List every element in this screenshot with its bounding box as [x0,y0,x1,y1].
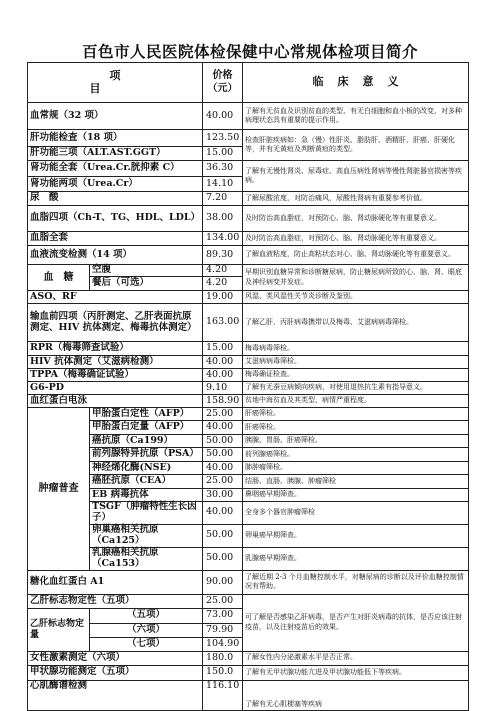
item-desc: 梅毒病毒筛检。 [243,342,469,356]
item-desc: 了解尿酸浓度，对防治痛风，尿酸性肾病有重要参考价值。 [243,192,469,206]
sub-item-name: 前列腺特异抗原（PSA） [90,448,203,462]
table-row [28,103,469,130]
item-price: 25.00 [203,594,243,608]
checkup-table [27,62,469,711]
item-desc: 了解近期 2-3 个月血糖控制水平，对糖尿病的诊断以及评价血糖控制情况有帮助。 [243,570,469,594]
item-name: 糖化血红蛋白 A1 [28,570,203,594]
item-desc: 梅毒确证检查。 [243,369,469,382]
table-row [28,448,469,462]
item-price: 25.00 [203,475,243,489]
table-row [28,524,469,547]
item-price: 4.20 [203,265,243,277]
item-price: 50.00 [203,524,243,547]
sub-item-name: 卵巢癌相关抗原（Ca125） [90,524,203,547]
item-desc: 可了解是否感染乙肝病毒，是否产生对肝炎病毒的抗体，是否应该注射疫苗，以及注射疫苗后的效果。 [243,594,469,651]
item-name: 血红蛋白电泳 [28,395,203,408]
item-name: 输血前四项（丙肝测定、乙肝表面抗原测定、HIV 抗体测定、梅毒抗体测定） [28,304,203,342]
item-name: ASO、RF [28,291,203,304]
item-name: 肝功能三项（ALT.AST.GGT） [28,147,203,161]
item-price: 36.30 [203,161,243,177]
item-name: 心肌酶谱检测 [28,680,203,710]
item-price: 50.00 [203,448,243,462]
table-row [28,192,469,206]
item-name: 血液流变检测（14 项） [28,246,203,265]
sub-item-name: 甲胎蛋白定性（AFP） [90,408,203,421]
item-price: 123.50 [203,130,243,147]
item-desc: 了解血液粘度，防止高粘状态对心、脑、肾动脉硬化等有重要意义。 [243,246,469,265]
item-price: 116.10 [203,680,243,710]
item-price: 30.00 [203,489,243,502]
table-row [28,651,469,665]
sub-item-name: 乳腺癌相关抗原（Ca153） [90,547,203,570]
item-desc: 鼻咽癌早期筛查。 [243,489,469,502]
item-price: 50.00 [203,547,243,570]
item-desc: 肝癌筛检。 [243,421,469,435]
table-row [28,395,469,408]
item-price: 40.00 [203,502,243,525]
item-price: 79.90 [203,623,243,637]
sub-item-name: 癌抗原（Ca199） [90,435,203,448]
item-desc: 及时防治高血脂症，对预防心、脑、肾动脉硬化等有重要意义。 [243,232,469,246]
item-name: 甲状腺功能测定（五项） [28,665,203,680]
item-desc: 风湿、类风湿性关节炎诊断及鉴别。 [243,291,469,304]
table-row [28,382,469,395]
item-price: 89.30 [203,246,243,265]
item-price: 40.00 [203,369,243,382]
item-name: 血常规（32 项） [28,103,203,130]
sub-item-name: EB 病毒抗体 [90,489,203,502]
item-desc: 了解有无贫血及识别贫血的类型、有无白细胞和血小板的改变，对多种病理状态具有重要的提示作用。 [243,103,469,130]
table-row [28,130,469,147]
item-name: RPR（梅毒筛查试验） [28,342,203,356]
item-desc: 及时防治高血脂症，对预防心、脑、肾动脉硬化等有重要意义。 [243,206,469,232]
item-name: 肾功能全套（Urea.Cr.胱抑素 C） [28,161,203,177]
table-row [28,265,469,277]
item-price: 14.10 [203,177,243,192]
item-price: 158.90 [203,395,243,408]
table-row [28,489,469,502]
item-name: 乙肝标志物定性（五项） [28,594,203,608]
item-name: 肝功能检查（18 项） [28,130,203,147]
item-price: 19.00 [203,291,243,304]
item-desc: 了解乙肝、丙肝病毒携带以及梅毒、艾滋病病毒筛检。 [243,304,469,342]
table-row [28,680,469,710]
item-name: 女性激素测定（六项） [28,651,203,665]
item-price: 7.20 [203,192,243,206]
group-label: 血 糖 [28,265,90,291]
sub-item-name: 甲胎蛋白定量（AFP） [90,421,203,435]
item-price: 150.0 [203,665,243,680]
item-price: 40.00 [203,103,243,130]
item-price: 38.00 [203,206,243,232]
page-title: 百色市人民医院体检保健中心常规体检项目简介 [81,42,418,61]
item-desc: 了解有无甲状腺功能亢进及甲状腺功能低下等疾病。 [243,665,469,680]
sub-item-name: 餐后（可选） [90,277,203,291]
item-desc: 艾滋病病毒筛检。 [243,356,469,369]
item-price: 40.00 [203,462,243,475]
item-price: 15.00 [203,342,243,356]
item-price: 163.00 [203,304,243,342]
item-name: HIV 抗体测定（艾滋病检测） [28,356,203,369]
sub-item-name: （七项） [90,637,203,651]
group-label: 乙肝标志物定量 [28,608,90,651]
table-row [28,369,469,382]
item-price: 4.20 [203,277,243,291]
item-desc: 贫地中海贫血及其类型、病情严重程度。 [243,395,469,408]
table-row [28,246,469,265]
item-name: G6-PD [28,382,203,395]
item-desc: 了解女性内分泌激素水平是否正常。 [243,651,469,665]
table-row [28,475,469,489]
item-name: 尿 酸 [28,192,203,206]
sub-item-name: 神经烯化酶(NSE) [90,462,203,475]
item-price: 73.00 [203,608,243,623]
header-price: 价格（元） [203,63,243,103]
item-desc: 早期识别血糖异常和诊断糖尿病，防止糖尿病所致的心、脑、肾、眼底及神经病变并发症。 [243,265,469,291]
item-price: 15.00 [203,147,243,161]
sub-item-name: TSGF（肿瘤特性生长因子） [90,502,203,525]
item-desc: 全身多个器官肿瘤筛检 [243,502,469,525]
item-price: 180.0 [203,651,243,665]
header-row [28,63,469,103]
item-price: 25.00 [203,408,243,421]
item-price: 40.00 [203,421,243,435]
table-row [28,356,469,369]
item-desc: 检查肝脏疾病如：急（慢）性肝炎、脂肪肝、酒精肝、肝癌、肝硬化等，并有无黄疸及判断黄疸的类型。 [243,130,469,161]
item-desc: 胰腺、胃肠、肝癌筛检。 [243,435,469,448]
item-price: 134.00 [203,232,243,246]
sub-item-name: （六项） [90,623,203,637]
item-desc: 肺肿瘤筛检。 [243,462,469,475]
item-price: 90.00 [203,570,243,594]
item-desc: 肝癌筛检。 [243,408,469,421]
sub-item-name: （五项） [90,608,203,623]
item-price: 40.00 [203,356,243,369]
sub-item-name: 癌胚抗原（CEA） [90,475,203,489]
item-desc: 了解有无慢性肾炎、尿毒症、高血压病性肾病等慢性肾脏器官损害等疾病。 [243,161,469,192]
item-price: 9.10 [203,382,243,395]
table-row [28,570,469,594]
table-row [28,502,469,525]
table-row [28,665,469,680]
table-row [28,462,469,475]
table-row [28,161,469,177]
header-item: 项 目 [28,63,203,103]
table-row [28,232,469,246]
table-row [28,342,469,356]
item-name: 血脂全套 [28,232,203,246]
item-desc: 了解有无蚕豆病倾向疾病，对使用退热抗生素有指导意义。 [243,382,469,395]
sub-item-name: 空腹 [90,265,203,277]
item-price: 104.90 [203,637,243,651]
table-row [28,304,469,342]
table-row [28,206,469,232]
item-price: 50.00 [203,435,243,448]
item-name: 血脂四项（Ch-T、TG、HDL、LDL） [28,206,203,232]
table-row [28,547,469,570]
table-row [28,408,469,421]
group-label: 肿瘤普查 [28,408,90,571]
table-row [28,291,469,304]
table-row [28,594,469,608]
item-desc: 前列腺癌筛检。 [243,448,469,462]
item-name: TPPA（梅毒确证试验） [28,369,203,382]
item-desc: 结肠、直肠、胰腺、肿瘤筛检 [243,475,469,489]
header-desc: 临床意义 [243,63,469,103]
table-row [28,421,469,435]
item-desc: 乳腺癌早期筛查。 [243,547,469,570]
table-row [28,435,469,448]
item-desc: 了解有无心肌梗塞等疾病 [243,680,469,710]
item-name: 肾功能两项（Urea.Cr） [28,177,203,192]
item-desc: 卵巢癌早期筛查。 [243,524,469,547]
